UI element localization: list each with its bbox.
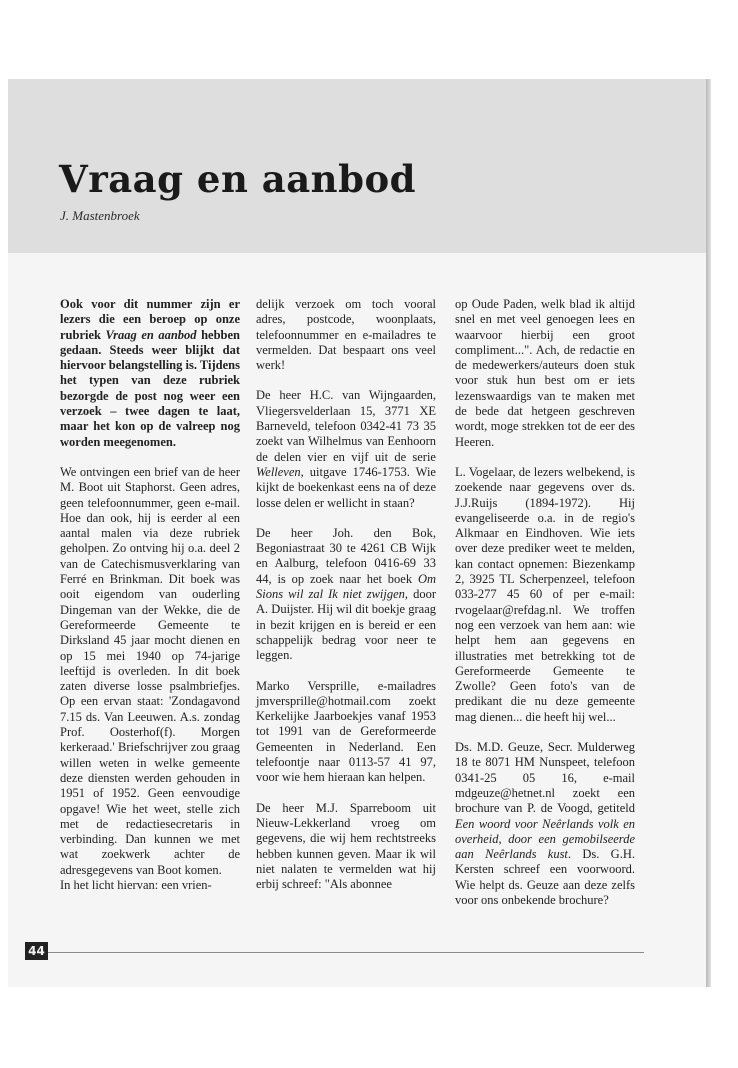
paragraph-den-bok: De heer Joh. den Bok, Begoniastraat 30 te 4261 CB Wijk en Aalburg, telefoon 0416-69 33 44, is op zoek naar het boek Om Sions wil zal Ik niet zwijgen, door A. Duijster. Hij wil dit boekje graag in bezit krijgen en is bereid er een schappelijk bedrag voor neer te leggen. [256, 525, 437, 663]
column-2 [256, 297, 436, 892]
paragraph-vogelaar: L. Vogelaar, de lezers welbekend, is zoekende naar gegevens over ds. J.J.Ruijs (1894-1972). Hij evangeliseerde o.a. in de regio's Alkmaar en Eindhoven. Wie iets over deze prediker weet te melden, kan contact opnemen: Biezenkamp 2, 3925 TL Scherpenzeel, telefoon 033-277 45 60 of per e-mail: rvogelaar@refdag.nl. We troffen nog een verzoek van hem aan: wie helpt hem aan gegevens en illustraties met betrekking tot de Gereformeerde Gemeente te Zwolle? Geen foto's van de predikant die nu deze gemeente mag dienen... die heeft hij wel... [455, 464, 635, 724]
column-1 [60, 297, 240, 893]
book-title-welleven: Welleven [256, 464, 301, 479]
book-title-sions: Om Sions wil zal Ik niet zwijgen [256, 571, 436, 602]
intro-paragraph: Ook voor dit nummer zijn er lezers die een beroep op onze rubriek Vraag en aanbod hebben gedaan. Steeds weer blijkt dat hiervoor belangstelling is. Tijdens het typen van deze rubriek bezorgde de post nog weer een verzoek – twee dagen te laat, maar het kon op de valreep nog worden meegenomen. [60, 297, 241, 449]
paragraph-wijngaarden: De heer H.C. van Wijngaarden, Vliegersvelderlaan 15, 3771 XE Barneveld, telefoon 0342-41 73 35 zoekt van Wilhelmus van Eenhoorn de delen vier en vijf uit de serie Welleven, uitgave 1746-1753. Wie kijkt de boekenkast eens na of deze losse delen er wellicht in staan? [256, 388, 436, 510]
paragraph-abonnee: op Oude Paden, welk blad ik altijd snel en met veel genoegen lees en waarvoor hierbij een groot compliment...". Ach, de redactie en de medewerkers/auteurs doen stuk voor stuk hun best om er iets lezenswaardigs van te maken met de bede dat hetgeen geschreven wordt, moge strekken tot de eer des Heeren. [455, 297, 635, 449]
column-3 [455, 297, 635, 908]
brochure-title: Een woord voor Neêrlands volk en overheid, door een gemobilseerde aan Neêrlands kust [455, 816, 635, 862]
article-author: J. Mastenbroek [60, 208, 140, 223]
paragraph-request: delijk verzoek om toch vooral adres, postcode, woonplaats, telefoonnummer en e-mailadres te vermelden. Dat bespaart ons veel werk! [256, 297, 436, 373]
rubric-name: Vraag en aanbod [105, 327, 197, 342]
page-number: 44 [25, 942, 48, 960]
footer-rule [48, 952, 644, 953]
paragraph-geuze: Ds. M.D. Geuze, Secr. Mulderweg 18 te 8071 HM Nunspeet, telefoon 0341-25 05 16, e-mail mdgeuze@hetnet.nl zoekt een brochure van P. de Voogd, getiteld Een woord voor Neêrlands volk en overheid, door een gemobilseerde aan Neêrlands kust. Ds. G.H. Kersten schreef een voorwoord. Wie helpt ds. Geuze aan deze zelfs voor ons onbekende brochure? [455, 740, 635, 907]
paragraph-sparreboom: De heer M.J. Sparreboom uit Nieuw-Lekkerland vroeg om gegevens, die wij hem rechtstreeks hebben kunnen geven. Maar ik wil niet nalaten te vermelden wat hij erbij schreef: "Als abonnee [256, 800, 436, 892]
paragraph-continuation: In het licht hiervan: een vrien- [60, 877, 212, 892]
paragraph-versprille: Marko Versprille, e-mailadres jmversprille@hotmail.com zoekt Kerkelijke Jaarboekjes vanaf 1953 tot 1991 van de Gereformeerde Gemeenten in Nederland. Een telefoontje naar 0113-57 41 97, voor wie hem hieraan kan helpen. [256, 678, 436, 785]
page-spine-shadow [706, 79, 711, 987]
article-title: Vraag en aanbod [59, 157, 416, 201]
paragraph-boot: We ontvingen een brief van de heer M. Boot uit Staphorst. Geen adres, geen telefoonnummer, geen e-mail. Hoe dan ook, hij is eerder al een aantal malen via deze rubriek geholpen. Zo ontving hij o.a. deel 2 van de Catechismusverklaring van Ferré en Brinkman. Dit boek was ooit eigendom van ouderling Dingeman van der Wekke, die de Gereformeerde Gemeente te Dirksland 45 jaar mocht dienen en op 15 mei 1940 op 74-jarige leeftijd is overleden. In dit boek zaten diverse losse psalmbriefjes. Op een ervan staat: 'Zondagavond 7.15 ds. Van Leeuwen. A.s. zondag Prof. Oosterhof(f). Morgen kerkeraad.' Briefschrijver zou graag willen weten in welke gemeente deze diensten werden gehouden in 1951 of 1952. Geen eenvoudige opgave! Wie het weet, stelle zich met de redactiesecretaris in verbinding. Dan kunnen we met wat zoekwerk achter de adresgegevens van Boot komen. [60, 464, 240, 877]
